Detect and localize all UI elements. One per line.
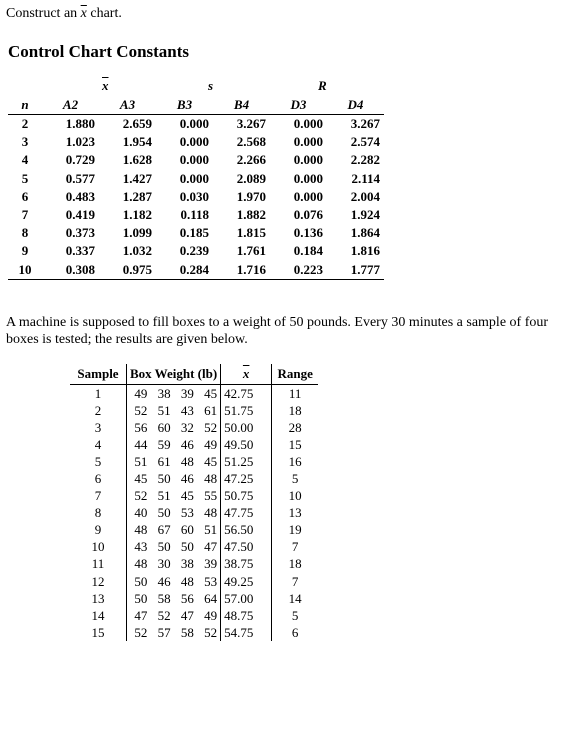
xbar-cell: 47.75 [221, 505, 272, 522]
box-weight-cell: 40 [127, 505, 151, 522]
box-weight-cell: 39 [180, 385, 194, 401]
constant-cell: 0.000 [179, 116, 209, 132]
sample-row [70, 505, 318, 522]
constants-row [8, 115, 384, 134]
xbar-cell: 50.00 [221, 419, 272, 436]
box-weight-cell: 47 [127, 607, 151, 624]
box-weight-cell: 56 [180, 590, 194, 606]
sample-data-table [70, 364, 318, 641]
constant-cell: 1.761 [236, 243, 266, 259]
range-cell: 13 [272, 505, 319, 522]
xbar-cell: 47.50 [221, 539, 272, 556]
box-weight-cell: 50 [157, 505, 171, 521]
sample-row [70, 539, 318, 556]
sample-number-cell: 10 [91, 539, 105, 555]
range-cell: 10 [272, 488, 319, 505]
sample-row [70, 419, 318, 436]
sample-number-cell: 8 [94, 505, 102, 521]
box-weight-cell: 67 [157, 522, 171, 538]
constant-cell: 0.729 [65, 152, 95, 168]
sample-number-cell: 3 [94, 419, 102, 435]
constant-cell: 0.284 [156, 261, 213, 280]
box-weight-cell: 49 [127, 385, 151, 403]
sample-size-cell: 9 [21, 243, 29, 259]
range-cell: 11 [272, 385, 319, 403]
sample-number-cell: 7 [94, 488, 102, 504]
constants-row [8, 170, 384, 188]
constant-cell: 0.136 [293, 225, 323, 241]
box-weight-cell: 43 [127, 539, 151, 556]
constant-cell: 3.267 [350, 116, 380, 132]
box-weight-cell: 48 [127, 522, 151, 539]
sample-size-cell: 3 [21, 134, 29, 150]
range-cell: 15 [272, 436, 319, 453]
constant-cell: 0.000 [293, 188, 323, 204]
constant-cell: 2.568 [236, 134, 266, 150]
sample-number-cell: 15 [91, 624, 105, 640]
sample-number-cell: 5 [94, 453, 102, 469]
sample-row [70, 522, 318, 539]
constants-row [8, 206, 384, 224]
intro-prefix: Construct an [6, 6, 78, 21]
box-weight-cell: 59 [157, 436, 171, 452]
constant-cell: 0.185 [179, 225, 209, 241]
sample-row [70, 624, 318, 641]
constant-cell: 0.000 [293, 152, 323, 168]
constants-row [8, 133, 384, 151]
box-weight-cell: 51 [157, 488, 171, 504]
col-header: B3 [176, 97, 193, 112]
constant-cell: 0.000 [293, 134, 323, 150]
box-weight-cell: 51 [204, 522, 218, 538]
constant-cell: 0.000 [179, 134, 209, 150]
sample-size-cell: 7 [21, 207, 29, 223]
box-weight-cell: 47 [180, 607, 194, 623]
constant-cell: 0.577 [65, 170, 95, 186]
box-weight-cell: 48 [204, 471, 218, 487]
box-weight-cell: 43 [180, 402, 194, 418]
box-weight-cell: 56 [127, 419, 151, 436]
constant-cell: 0.184 [293, 243, 323, 259]
constant-cell: 0.000 [179, 152, 209, 168]
xbar-cell: 38.75 [221, 556, 272, 573]
constant-cell: 1.816 [350, 243, 380, 259]
constant-cell: 1.032 [122, 243, 152, 259]
xbar-cell: 49.25 [221, 573, 272, 590]
sample-number-cell: 12 [91, 573, 105, 589]
box-weight-cell: 48 [180, 573, 194, 589]
constant-cell: 2.574 [350, 134, 380, 150]
box-weight-cell: 50 [157, 471, 171, 487]
constant-cell: 1.777 [327, 261, 384, 280]
sample-size-cell: 5 [21, 170, 29, 186]
box-weight-cell: 53 [180, 505, 194, 521]
constant-cell: 0.000 [179, 170, 209, 186]
box-weight-cell: 48 [180, 453, 194, 469]
xbar-cell: 56.50 [221, 522, 272, 539]
sample-row [70, 453, 318, 470]
range-cell: 7 [272, 539, 319, 556]
col-header: D4 [347, 97, 364, 112]
col-header: B4 [233, 97, 250, 112]
sample-row [70, 436, 318, 453]
box-weight-cell: 46 [180, 436, 194, 452]
box-weight-cell: 61 [204, 402, 218, 418]
col-header-range: Range [272, 364, 319, 385]
constant-cell: 1.815 [236, 225, 266, 241]
col-header-sample: Sample [70, 364, 127, 385]
box-weight-cell: 39 [204, 556, 218, 572]
range-cell: 5 [272, 470, 319, 487]
box-weight-cell: 48 [204, 505, 218, 521]
box-weight-cell: 61 [157, 453, 171, 469]
box-weight-cell: 52 [157, 607, 171, 623]
range-cell: 16 [272, 453, 319, 470]
constant-cell: 0.076 [293, 207, 323, 223]
constant-cell: 1.924 [350, 207, 380, 223]
box-weight-cell: 47 [204, 539, 218, 555]
constant-cell: 0.223 [270, 261, 327, 280]
constant-cell: 1.287 [122, 188, 152, 204]
box-weight-cell: 30 [157, 556, 171, 572]
problem-paragraph: A machine is supposed to fill boxes to a weight of 50 pounds. Every 30 minutes a sample of four boxes is tested; the results are given below. [6, 315, 549, 347]
sample-number-cell: 13 [91, 590, 105, 606]
xbar-cell: 47.25 [221, 470, 272, 487]
constant-cell: 1.628 [122, 152, 152, 168]
constant-cell: 2.282 [350, 152, 380, 168]
sample-size-cell: 8 [21, 225, 29, 241]
constant-cell: 0.308 [42, 261, 99, 280]
box-weight-cell: 58 [180, 624, 194, 640]
samples-header-row [70, 364, 318, 385]
box-weight-cell: 45 [204, 453, 218, 469]
sample-size-cell: 10 [8, 261, 42, 280]
xbar-cell: 54.75 [221, 624, 272, 641]
box-weight-cell: 50 [127, 590, 151, 607]
intro-suffix: chart. [90, 6, 122, 21]
constant-cell: 2.089 [236, 170, 266, 186]
constant-cell: 1.864 [350, 225, 380, 241]
box-weight-cell: 38 [180, 556, 194, 572]
sample-row [70, 556, 318, 573]
sample-number-cell: 1 [94, 385, 102, 401]
xbar-cell: 51.75 [221, 402, 272, 419]
sample-size-cell: 2 [21, 116, 29, 132]
sample-row [70, 573, 318, 590]
sample-number-cell: 2 [94, 402, 102, 418]
sample-number-cell: 9 [94, 522, 102, 538]
constant-cell: 0.337 [65, 243, 95, 259]
col-header: D3 [290, 97, 307, 112]
box-weight-cell: 51 [157, 402, 171, 418]
constant-cell: 2.004 [350, 188, 380, 204]
xbar-cell: 49.50 [221, 436, 272, 453]
xbar-cell: 48.75 [221, 607, 272, 624]
box-weight-cell: 45 [204, 385, 218, 401]
box-weight-cell: 60 [157, 419, 171, 435]
range-cell: 5 [272, 607, 319, 624]
box-weight-cell: 52 [204, 624, 218, 640]
range-cell: 19 [272, 522, 319, 539]
constants-row [8, 224, 384, 242]
sample-number-cell: 11 [91, 556, 105, 572]
col-header: A3 [119, 97, 136, 112]
xbar-cell: 51.25 [221, 453, 272, 470]
constant-cell: 1.880 [65, 116, 95, 132]
col-header-weight: Box Weight (lb) [127, 364, 221, 385]
constant-cell: 2.659 [122, 116, 152, 132]
constants-title: Control Chart Constants [8, 42, 190, 61]
constant-cell: 0.483 [65, 188, 95, 204]
sample-row [70, 470, 318, 487]
box-weight-cell: 46 [157, 573, 171, 589]
group-label-r: R [318, 78, 327, 93]
constant-cell: 0.030 [179, 188, 209, 204]
constant-cell: 0.118 [180, 207, 209, 223]
constants-row [8, 151, 384, 169]
xbar-cell: 42.75 [221, 385, 272, 403]
sample-size-cell: 6 [21, 188, 29, 204]
constants-row [8, 261, 384, 280]
box-weight-cell: 52 [127, 624, 151, 641]
box-weight-cell: 57 [157, 624, 171, 640]
box-weight-cell: 51 [127, 453, 151, 470]
constant-cell: 0.000 [293, 170, 323, 186]
constant-cell: 1.099 [122, 225, 152, 241]
sample-row [70, 385, 318, 403]
constant-cell: 0.373 [65, 225, 95, 241]
col-header: A2 [62, 97, 79, 112]
constant-cell: 0.000 [293, 116, 323, 132]
constant-cell: 1.716 [213, 261, 270, 280]
box-weight-cell: 60 [180, 522, 194, 538]
constant-cell: 0.975 [99, 261, 156, 280]
xbar-symbol: $\overline{x}$ [80, 6, 87, 21]
box-weight-cell: 45 [127, 470, 151, 487]
box-weight-cell: 52 [204, 419, 218, 435]
range-cell: 18 [272, 556, 319, 573]
box-weight-cell: 45 [180, 488, 194, 504]
constant-cell: 2.114 [351, 170, 380, 186]
sample-row [70, 607, 318, 624]
xbar-cell: 57.00 [221, 590, 272, 607]
box-weight-cell: 52 [127, 488, 151, 505]
box-weight-cell: 64 [204, 590, 218, 606]
box-weight-cell: 38 [157, 385, 171, 401]
constant-cell: 1.182 [122, 207, 152, 223]
constants-row [8, 242, 384, 260]
box-weight-cell: 58 [157, 590, 171, 606]
box-weight-cell: 49 [204, 607, 218, 623]
range-cell: 18 [272, 402, 319, 419]
constant-cell: 1.427 [122, 170, 152, 186]
constant-cell: 3.267 [236, 116, 266, 132]
box-weight-cell: 46 [180, 471, 194, 487]
box-weight-cell: 50 [157, 539, 171, 555]
box-weight-cell: 55 [204, 488, 218, 504]
intro-line [6, 6, 122, 22]
range-cell: 28 [272, 419, 319, 436]
group-label-s: s [208, 78, 214, 93]
constant-cell: 0.239 [179, 243, 209, 259]
sample-row [70, 402, 318, 419]
group-label-xbar: $\overline{x}$ [102, 78, 109, 93]
constant-cell: 2.266 [236, 152, 266, 168]
sample-row [70, 488, 318, 505]
box-weight-cell: 50 [180, 539, 194, 555]
box-weight-cell: 49 [204, 436, 218, 452]
constant-cell: 1.954 [122, 134, 152, 150]
range-cell: 14 [272, 590, 319, 607]
xbar-symbol: $\overline{x}$ [242, 366, 250, 381]
xbar-cell: 50.75 [221, 488, 272, 505]
col-header: n [21, 97, 29, 112]
constant-cell: 0.419 [65, 207, 95, 223]
sample-size-cell: 4 [21, 152, 29, 168]
range-cell: 7 [272, 573, 319, 590]
constants-row [8, 188, 384, 206]
constant-cell: 1.882 [236, 207, 266, 223]
box-weight-cell: 52 [127, 402, 151, 419]
constant-cell: 1.023 [65, 134, 95, 150]
box-weight-cell: 48 [127, 556, 151, 573]
sample-number-cell: 4 [94, 436, 102, 452]
col-header-xbar [221, 364, 272, 385]
sample-row [70, 590, 318, 607]
sample-number-cell: 14 [91, 607, 105, 623]
sample-number-cell: 6 [94, 471, 102, 487]
constants-header-row [8, 96, 384, 115]
box-weight-cell: 53 [204, 573, 218, 589]
constant-cell: 1.970 [236, 188, 266, 204]
box-weight-cell: 44 [127, 436, 151, 453]
box-weight-cell: 32 [180, 419, 194, 435]
box-weight-cell: 50 [127, 573, 151, 590]
range-cell: 6 [272, 624, 319, 641]
